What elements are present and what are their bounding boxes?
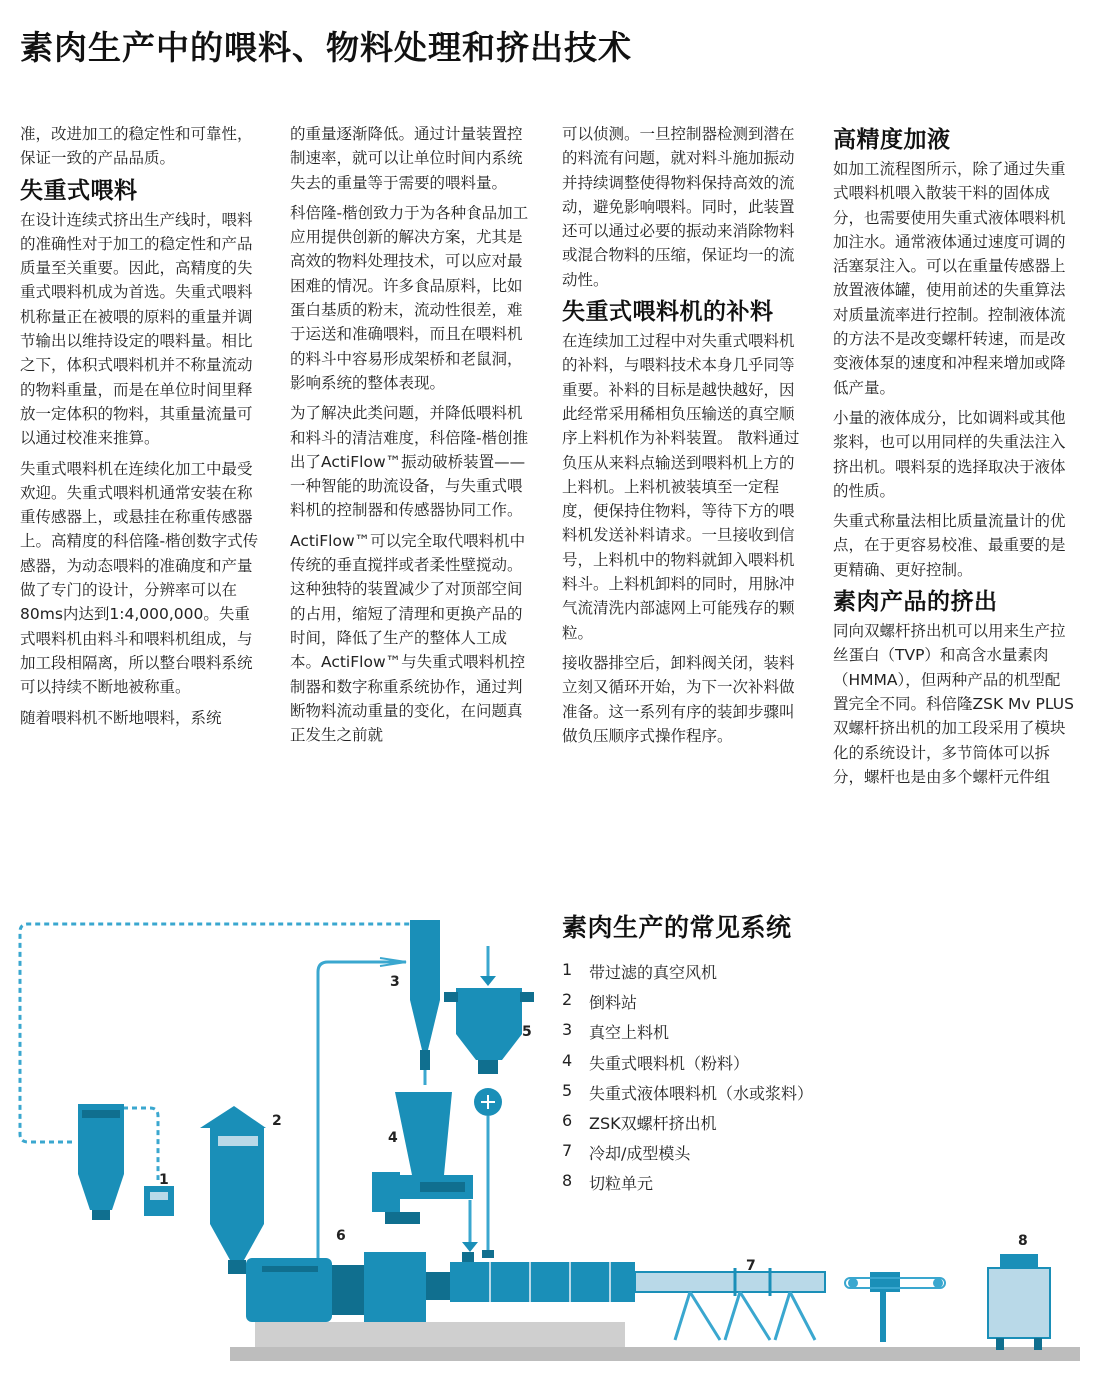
body-paragraph: 科倍隆-楷创致力于为各种食品加工应用提供创新的解决方案，尤其是高效的物料处理技术，可以应对最困难的情况。许多食品原料，比如蛋白基质的粉末，流动性很差，难于运送和准确喂料，而且在喂料机的料斗中容易形成架桥和老鼠洞，影响系统的整体表现。 <box>290 203 529 392</box>
body-paragraph: 小量的液体成分，比如调料或其他浆料，也可以用同样的失重法注入挤出机。喂料泵的选择取决于液体的性质。 <box>833 408 1066 500</box>
legend-number: 2 <box>562 990 573 1010</box>
page-title: 素肉生产中的喂料、物料处理和挤出技术 <box>20 28 632 67</box>
body-paragraph: 失重式喂料机在连续化加工中最受欢迎。失重式喂料机通常安装在称重传感器上，或悬挂在称重传感器上。高精度的科倍隆-楷创数字式传感器，为动态喂料的准确度和产量做了专门的设计，分辨率可以在80ms内达到1:4,000,000。失重式喂料机由料斗和喂料机组成，与加工段相隔离，所以整台喂料系统可以持续不断地被称重。 <box>20 459 259 697</box>
conveying-pipe <box>246 958 406 1274</box>
diagram-base <box>230 1322 1080 1361</box>
gravimetric-feeder-powder <box>372 1092 478 1252</box>
pelletizing-unit <box>988 1254 1050 1350</box>
legend-label: 失重式喂料机（粉料） <box>589 1053 750 1073</box>
legend-number: 6 <box>562 1110 573 1130</box>
section-heading: 高精度加液 <box>833 127 951 153</box>
diagram-label-6: 6 <box>336 1228 346 1244</box>
legend-number: 8 <box>562 1171 573 1191</box>
legend-label: 真空上料机 <box>589 1023 670 1043</box>
body-paragraph: 接收器排空后，卸料阀关闭，装料立刻又循环开始，为下一次补料做准备。这一系列有序的装卸步骤叫做负压顺序式操作程序。 <box>562 653 795 745</box>
body-paragraph: 同向双螺杆挤出机可以用来生产拉丝蛋白（TVP）和高含水量素肉（HMMA），但两种产品的机型配置完全不同。科倍隆ZSK Mv PLUS双螺杆挤出机的加工段采用了模块化的系统设计，多节筒体可以拆分，螺杆也是由多个螺杆元件组 <box>833 622 1074 786</box>
cooling-die <box>635 1268 945 1342</box>
legend-number: 1 <box>562 960 573 979</box>
twin-screw-extruder <box>246 1252 635 1322</box>
body-paragraph: ActiFlow™可以完全取代喂料机中传统的垂直搅拌或者柔性壁搅动。这种独特的装置减少了对顶部空间的占用，缩短了清理和更换产品的时间，降低了生产的整体人工成本。ActiFlow™与失重式喂料机控制器和数字称重系统协作，通过判断物料流动重量的变化，在问题真正发生之前就 <box>290 531 526 745</box>
body-paragraph: 如加工流程图所示，除了通过失重式喂料机喂入散装干料的固体成分，也需要使用失重式液体喂料机加注水。通常液体通过速度可调的活塞泵注入。可以在重量传感器上放置液体罐，使用前述的失重算法对质量流率进行控制。控制液体流的方法不是改变螺杆转速，而是改变液体泵的速度和冲程来增加或降低产量。 <box>833 160 1066 397</box>
legend-label: 带过滤的真空风机 <box>589 963 718 982</box>
diagram-label-2: 2 <box>272 1113 282 1129</box>
diagram-label-8: 8 <box>1018 1233 1028 1249</box>
diagram-label-3: 3 <box>390 974 400 990</box>
diagram-label-1: 1 <box>159 1172 169 1188</box>
liquid-feeder <box>444 946 534 1258</box>
vacuum-receiver <box>410 920 440 1085</box>
body-paragraph: 为了解决此类问题，并降低喂料机和料斗的清洁难度，科倍隆-楷创推出了ActiFlow™振动破桥装置——一种智能的助流设备，与失重式喂料机的控制器和传感器协同工作。 <box>290 404 529 520</box>
body-paragraph: 在设计连续式挤出生产线时，喂料的准确性对于加工的稳定性和产品质量至关重要。因此，高精度的失重式喂料机成为首选。失重式喂料机称量正在被喂的原料的重量并调节输出以维持设定的喂料量。相比之下，体积式喂料机并不称量流动的物料重量，而是在单位时间里释放一定体积的物料，其重量流量可以通过校准来推算。 <box>20 210 253 448</box>
section-heading: 素肉产品的挤出 <box>833 589 998 616</box>
legend-label: 失重式液体喂料机（水或浆料） <box>589 1083 814 1103</box>
body-paragraph: 随着喂料机不断地喂料，系统 <box>20 708 222 727</box>
legend-label: 倒料站 <box>589 993 638 1013</box>
body-paragraph: 可以侦测。一旦控制器检测到潜在的料流有问题，就对料斗施加振动并持续调整使得物料保持高效的流动，避免影响喂料。同时，此装置还可以通过必要的振动来消除物料或混合物料的压缩，保证均一的流动性。 <box>562 125 795 289</box>
body-paragraph: 的重量逐渐降低。通过计量装置控制速率，就可以让单位时间内系统失去的重量等于需要的喂料量。 <box>290 125 523 192</box>
body-paragraph: 失重式称量法相比质量流量计的优点，在于更容易校准、最重要的是更精确、更好控制。 <box>833 512 1066 579</box>
section-heading: 失重式喂料机的补料 <box>562 299 774 326</box>
process-diagram <box>0 880 1100 1380</box>
bag-dump-station <box>200 1106 266 1274</box>
text-column-3 <box>562 122 804 754</box>
legend-number: 4 <box>562 1050 573 1070</box>
legend-number: 3 <box>562 1020 573 1040</box>
legend-number: 5 <box>562 1080 573 1100</box>
diagram-label-5: 5 <box>522 1024 532 1040</box>
diagram-label-4: 4 <box>388 1130 398 1146</box>
text-column-2 <box>290 122 532 753</box>
section-heading: 失重式喂料 <box>20 177 138 204</box>
text-column-4 <box>833 122 1075 795</box>
text-column-1 <box>20 122 262 736</box>
legend-title: 素肉生产的常见系统 <box>562 913 792 942</box>
legend-label: 冷却/成型模头 <box>589 1144 691 1164</box>
diagram-label-7: 7 <box>746 1258 756 1274</box>
legend-label: 切粒单元 <box>589 1174 654 1194</box>
body-paragraph: 准，改进加工的稳定性和可靠性，保证一致的产品品质。 <box>20 125 253 168</box>
legend-label: ZSK双螺杆挤出机 <box>589 1113 717 1133</box>
legend-number: 7 <box>562 1141 573 1161</box>
vacuum-blower-filter <box>78 1104 174 1220</box>
body-paragraph: 在连续加工过程中对失重式喂料机的补料，与喂料技术本身几乎同等重要。补料的目标是越快越好，因此经常采用稀相负压输送的真空顺序上料机作为补料装置。 散料通过负压从来料点输送到喂料机上方的上料机。上料机被装填至一定程度，便保持住物料，等待下方的喂料机发送补料请求。一旦接收到信号，上料机中的物料就卸入喂料机料斗。上料机卸料的同时，用脉冲气流清洗内部滤网上可能残存的颗粒。 <box>562 332 800 642</box>
